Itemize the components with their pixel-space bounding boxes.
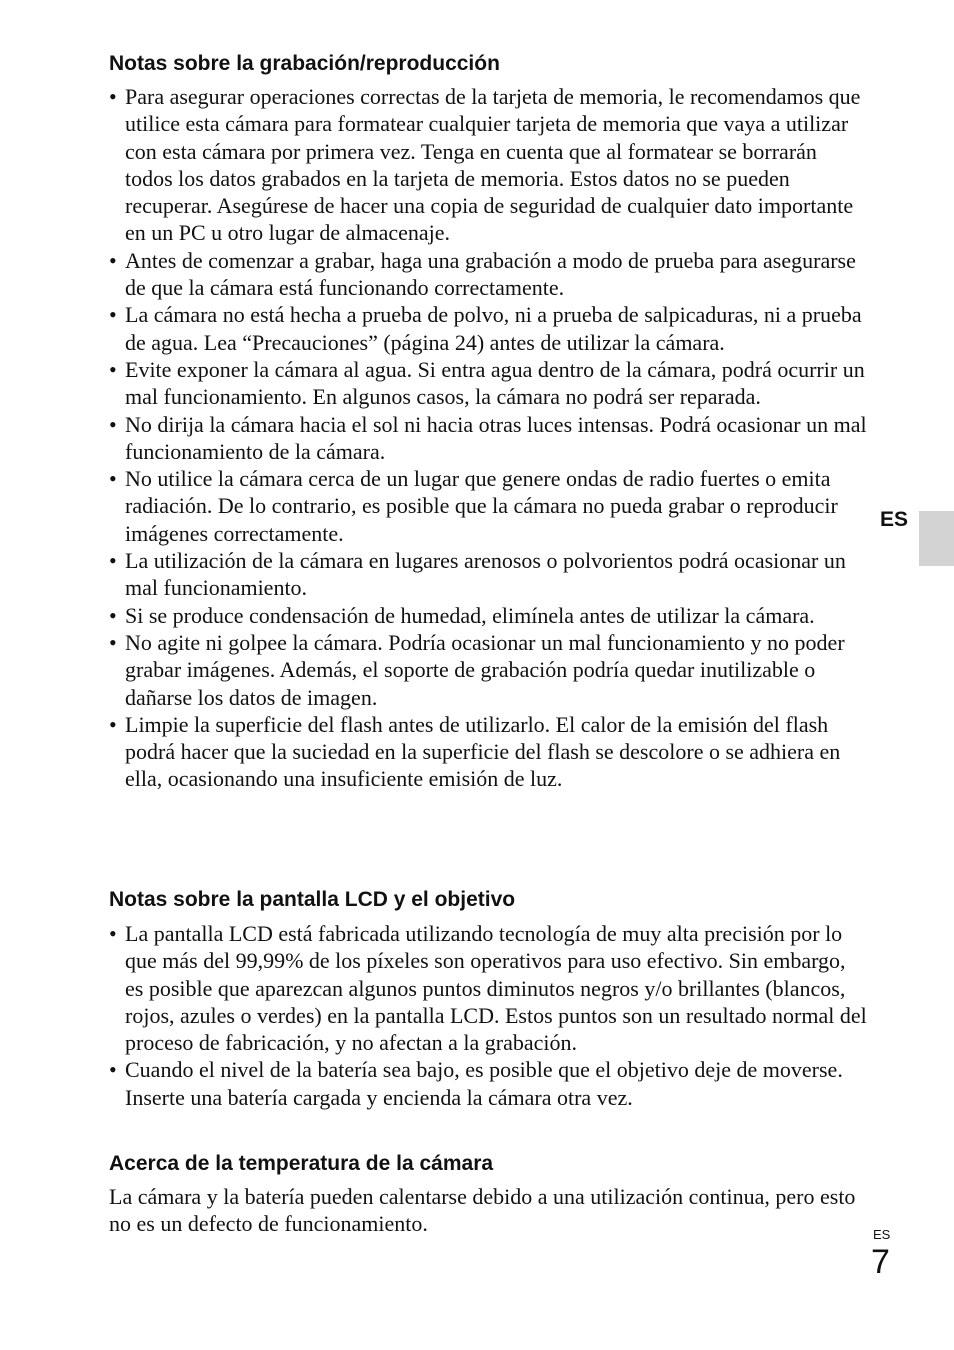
list-item-text: La pantalla LCD está fabricada utilizando tecnología de muy alta precisión por lo que más del 99,99% de los píxeles son operativos para uso efectivo. Sin embargo, es posible que aparezcan algunos puntos diminutos negros y/o brillantes (blancos, rojos, azules o verdes) en la pantalla LCD. Estos puntos son un resultado normal del proceso de fabricación, y no afectan a la grabación.: [125, 921, 867, 1056]
list-item: [109, 920, 869, 1056]
bullet: •: [109, 1057, 117, 1083]
list-item: [109, 411, 869, 466]
section-heading-temperature: Acerca de la temperatura de la cámara: [109, 1152, 494, 1175]
lcd-notes-list: [109, 920, 869, 1111]
list-item: [109, 247, 869, 302]
list-item: [109, 465, 869, 547]
page-number: 7: [871, 1243, 890, 1281]
list-item: [109, 629, 869, 711]
bullet: •: [109, 247, 117, 273]
list-item-text: No agite ni golpee la cámara. Podría ocasionar un mal funcionamiento y no poder grabar imágenes. Además, el soporte de grabación podría quedar inutilizable o dañarse los datos de imagen.: [125, 629, 845, 710]
list-item: [109, 602, 869, 629]
bullet: •: [109, 548, 117, 574]
bullet: •: [109, 921, 117, 946]
section-heading-recording: Notas sobre la grabación/reproducción: [109, 52, 500, 75]
recording-notes-list: [109, 83, 869, 793]
temperature-paragraph: La cámara y la batería pueden calentarse debido a una utilización continua, pero esto no es un defecto de funcionamiento.: [109, 1184, 856, 1237]
bullet: •: [109, 711, 117, 737]
list-item: [109, 711, 869, 793]
bullet: •: [109, 466, 117, 492]
bullet: •: [109, 629, 117, 655]
list-item-text: La cámara no está hecha a prueba de polvo, ni a prueba de salpicaduras, ni a prueba de agua. Lea “Precauciones” (página 24) antes de utilizar la cámara.: [125, 302, 862, 355]
footer-language-code: ES: [873, 1227, 891, 1242]
list-item-text: La utilización de la cámara en lugares arenosos o polvorientos podrá ocasionar un mal funcionamiento.: [125, 548, 846, 601]
list-item-text: Cuando el nivel de la batería sea bajo, es posible que el objetivo deje de moverse. Inserte una batería cargada y encienda la cámara otra vez.: [125, 1057, 843, 1110]
list-item-text: No utilice la cámara cerca de un lugar que genere ondas de radio fuertes o emita radiación. De lo contrario, es posible que la cámara no pueda grabar o reproducir imágenes correctamente.: [125, 466, 838, 546]
list-item-text: No dirija la cámara hacia el sol ni hacia otras luces intensas. Podrá ocasionar un mal funcionamiento de la cámara.: [125, 411, 867, 464]
bullet: •: [109, 356, 117, 382]
list-item-text: Evite exponer la cámara al agua. Si entra agua dentro de la cámara, podrá ocurrir un mal funcionamiento. En algunos casos, la cámara no podrá ser reparada.: [125, 356, 865, 410]
list-item: [109, 301, 869, 356]
language-tab-label: ES: [880, 508, 909, 531]
bullet: •: [109, 84, 117, 109]
list-item: [109, 547, 869, 602]
list-item-text: Para asegurar operaciones correctas de la tarjeta de memoria, le recomendamos que utilice esta cámara para formatear cualquier tarjeta de memoria que vaya a utilizar con esta cámara por primera vez. Tenga en cuenta que al formatear se borrarán todos los datos grabados en la tarjeta de memoria. Estos datos no se pueden recuperar. Asegúrese de hacer una copia de seguridad de cualquier dato importante en un PC u otro lugar de almacenaje.: [125, 84, 861, 246]
list-item-text: Limpie la superficie del flash antes de utilizarlo. El calor de la emisión del flash podrá hacer que la suciedad en la superficie del flash se descolore o se adhiera en ella, ocasionando una insuficiente emisión de luz.: [125, 711, 841, 792]
list-item-text: Si se produce condensación de humedad, elimínela antes de utilizar la cámara.: [125, 602, 815, 628]
list-item: [109, 83, 869, 247]
list-item: [109, 356, 869, 411]
bullet: •: [109, 411, 117, 437]
bullet: •: [109, 302, 117, 328]
language-side-tab: [919, 511, 954, 566]
bullet: •: [109, 602, 117, 628]
section-heading-lcd: Notas sobre la pantalla LCD y el objetivo: [109, 888, 516, 911]
list-item-text: Antes de comenzar a grabar, haga una grabación a modo de prueba para asegurarse de que la cámara está funcionando correctamente.: [125, 247, 856, 301]
list-item: [109, 1056, 869, 1111]
